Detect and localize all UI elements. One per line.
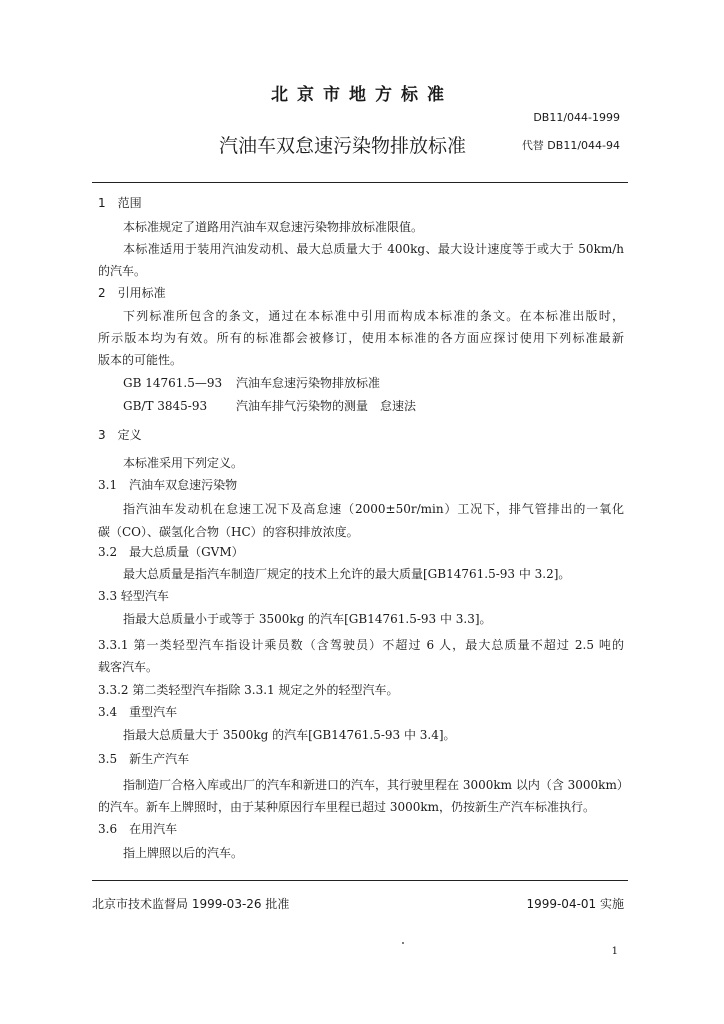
section-1-paragraph-2-line-1 [98, 242, 624, 256]
footer-divider [92, 880, 628, 881]
section-3-4-heading: 3.4 重型汽车 [98, 705, 178, 719]
approval-statement: 北京市技术监督局 1999-03-26 批准 [92, 897, 290, 911]
section-2-paragraph-line-1 [98, 309, 624, 323]
section-3-5-text: 指制造厂合格入库或出厂的汽车和新进口的汽车，其行驶里程在 3000km 以内（含 3000km） [123, 778, 629, 792]
section-3-3-1-line-1: 3.3.1 第一类轻型汽车指设计乘员数（含驾驶员）不超过 6 人，最大总质量不超过 2.5 吨的 [98, 638, 624, 652]
section-3-3-text: 指最大总质量小于或等于 3500kg 的汽车[GB14761.5-93 中 3.3]。 [123, 612, 492, 626]
section-3-5-line-1 [98, 778, 629, 792]
section-2-paragraph-text: 下列标准所包含的条文，通过在本标准中引用而构成本标准的条文。在本标准出版时， [123, 309, 624, 323]
implementation-date: 1999-04-01 实施 [526, 897, 624, 911]
section-1-paragraph-2-line-2: 的汽车。 [98, 264, 147, 278]
reference-1-title: 汽油车怠速污染物排放标准 [236, 376, 381, 390]
section-3-3-1-line-2: 载客汽车。 [98, 660, 159, 674]
reference-1-code: GB 14761.5—93 [123, 376, 223, 390]
header-divider [92, 182, 628, 183]
reference-2-title: 汽油车排气污染物的测量 怠速法 [236, 399, 417, 413]
section-2-paragraph-line-3: 版本的可能性。 [98, 353, 183, 367]
page-number: 1 [611, 946, 618, 957]
standard-authority-header: 北京市地方标准 [271, 85, 453, 105]
section-2-paragraph-line-2: 所示版本均为有效。所有的标准都会被修订，使用本标准的各方面应探讨使用下列标准最新 [98, 331, 624, 345]
section-3-4-text: 指最大总质量大于 3500kg 的汽车[GB14761.5-93 中 3.4]。 [123, 728, 456, 742]
section-3-6-text: 指上牌照以后的汽车。 [123, 846, 244, 860]
section-3-1-text: 指汽油车发动机在怠速工况下及高怠速（2000±50r/min）工况下，排气管排出的一氧化 [123, 502, 624, 516]
section-3-3-2-text: 3.3.2 第二类轻型汽车指除 3.3.1 规定之外的轻型汽车。 [98, 683, 399, 697]
section-3-5-line-2: 的汽车。新车上牌照时，由于某种原因行车里程已超过 3000km，仍按新生产汽车标准执行。 [98, 800, 596, 814]
section-1-heading: 1 范围 [98, 196, 142, 210]
section-3-2-heading: 3.2 最大总质量（GVM） [98, 545, 244, 559]
section-2-heading: 2 引用标准 [98, 286, 166, 300]
section-3-6-heading: 3.6 在用汽车 [98, 822, 178, 836]
section-3-5-heading: 3.5 新生产汽车 [98, 752, 190, 766]
section-3-1-line-2: 碳（CO）、碳氢化合物（HC）的容积排放浓度。 [98, 525, 359, 539]
section-1-paragraph-1: 本标准规定了道路用汽油车双怠速污染物排放标准限值。 [123, 220, 424, 234]
scan-speck [402, 942, 404, 944]
reference-2-code: GB/T 3845-93 [123, 399, 208, 413]
replaces-standard: 代替 DB11/044-94 [521, 139, 620, 152]
section-3-heading: 3 定义 [98, 428, 142, 442]
standard-number: DB11/044-1999 [533, 111, 620, 124]
section-3-3-heading: 3.3 轻型汽车 [98, 589, 169, 603]
section-3-2-text: 最大总质量是指汽车制造厂规定的技术上允许的最大质量[GB14761.5-93 中 3.2]。 [123, 567, 571, 581]
section-1-paragraph-2-text: 本标准适用于装用汽油发动机、最大总质量大于 400kg、最大设计速度等于或大于 50km/h [123, 242, 624, 256]
section-3-1-line-1 [98, 502, 624, 516]
document-title: 汽油车双怠速污染物排放标准 [219, 135, 467, 157]
section-3-1-heading: 3.1 汽油车双怠速污染物 [98, 478, 238, 492]
section-3-intro: 本标准采用下列定义。 [123, 456, 244, 470]
